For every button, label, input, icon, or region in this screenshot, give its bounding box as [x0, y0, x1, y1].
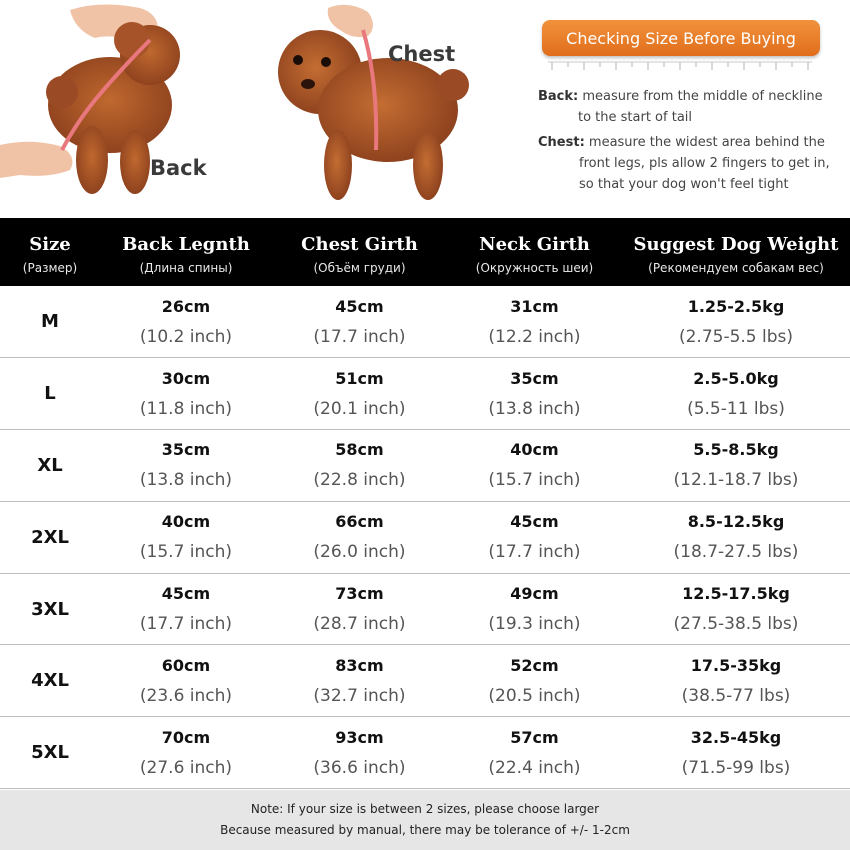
size-cell: 4XL: [31, 670, 69, 692]
weight-lbs: (12.1-18.7 lbs): [673, 470, 799, 491]
size-cell: XL: [37, 454, 63, 476]
note-line-2: Because measured by manual, there may be tolerance of +/- 1-2cm: [220, 823, 630, 837]
weight-kg: 2.5-5.0kg: [693, 368, 779, 388]
back-cell: [100, 501, 272, 573]
neck-cm: 49cm: [510, 584, 559, 604]
chest-cm: 51cm: [335, 368, 384, 388]
weight-cell: [622, 501, 850, 573]
back-inch: (10.2 inch): [139, 326, 233, 347]
chest-cm: 73cm: [335, 584, 384, 604]
back-cm: 70cm: [161, 727, 211, 747]
neck-cm: 31cm: [510, 296, 559, 316]
chest-cell: [272, 645, 447, 717]
size-cell: 2XL: [31, 526, 69, 548]
table-row: [0, 645, 850, 717]
note-line-1: Note: If your size is between 2 sizes, please choose larger: [250, 802, 600, 816]
neck-cell: [447, 501, 622, 573]
chest-cm: 83cm: [335, 655, 384, 675]
weight-kg: 17.5-35kg: [690, 655, 782, 675]
footer-note: [0, 790, 850, 850]
back-cell: [100, 573, 272, 645]
measurement-guide: [0, 0, 850, 218]
neck-cell: [447, 573, 622, 645]
weight-cell: [622, 358, 850, 430]
size-cell: M: [41, 311, 59, 333]
neck-cell: [447, 645, 622, 717]
header-back-en: Back Legnth: [122, 234, 250, 255]
header-chest-girth: [272, 218, 447, 286]
size-cell: 3XL: [31, 598, 69, 620]
neck-cell: [447, 358, 622, 430]
neck-cell: [447, 286, 622, 358]
chest-measure-instructions: [538, 132, 838, 195]
ruler-icon: [548, 60, 812, 72]
back-term: Back:: [538, 89, 579, 104]
chest-cm: 58cm: [335, 440, 384, 460]
header-size: [0, 218, 100, 286]
neck-cm: 35cm: [510, 368, 559, 388]
header-neck-en: Neck Girth: [479, 234, 590, 255]
neck-inch: (15.7 inch): [488, 470, 581, 491]
back-desc-2: to the start of tail: [578, 110, 693, 125]
header-back-ru: (Длина спины): [139, 261, 233, 275]
chest-inch: (20.1 inch): [313, 398, 406, 419]
chest-cm: 93cm: [335, 727, 384, 747]
back-inch: (15.7 inch): [139, 542, 233, 563]
neck-cm: 45cm: [510, 512, 559, 532]
chest-cm: 66cm: [335, 512, 384, 532]
table-row: [0, 501, 850, 573]
back-cell: [100, 430, 272, 502]
back-measure-instructions: [538, 86, 838, 128]
chest-inch: (22.8 inch): [313, 470, 406, 491]
chest-cell: [272, 717, 447, 789]
chest-inch: (17.7 inch): [313, 326, 406, 347]
header-neck-girth: [447, 218, 622, 286]
dog-measure-back-photo: [0, 0, 250, 210]
table-body: [0, 286, 850, 789]
header-chest-en: Chest Girth: [301, 234, 418, 255]
weight-lbs: (38.5-77 lbs): [681, 685, 791, 706]
back-inch: (13.8 inch): [139, 470, 233, 491]
back-cm: 45cm: [161, 584, 211, 604]
back-cell: [100, 286, 272, 358]
back-inch: (17.7 inch): [139, 614, 233, 635]
weight-lbs: (27.5-38.5 lbs): [673, 614, 799, 635]
table-row: [0, 573, 850, 645]
size-chart-table: [0, 218, 850, 789]
chest-desc-3: so that your dog won't feel tight: [579, 177, 789, 192]
chest-cell: [272, 358, 447, 430]
size-cell: L: [44, 383, 56, 405]
table-header: [0, 218, 850, 286]
header-weight-en: Suggest Dog Weight: [633, 234, 839, 255]
chest-label: Chest: [388, 42, 456, 66]
weight-cell: [622, 645, 850, 717]
header-size-ru: (Размер): [22, 261, 78, 275]
table-row: [0, 430, 850, 502]
neck-inch: (13.8 inch): [488, 398, 581, 419]
header-chest-ru: (Объём груди): [313, 261, 406, 275]
chest-inch: (36.6 inch): [313, 757, 406, 778]
back-inch: (23.6 inch): [139, 685, 233, 706]
back-inch: (27.6 inch): [139, 757, 233, 778]
neck-inch: (17.7 inch): [488, 542, 581, 563]
weight-lbs: (18.7-27.5 lbs): [673, 542, 799, 563]
chest-cm: 45cm: [335, 296, 384, 316]
back-cm: 35cm: [161, 440, 211, 460]
weight-cell: [622, 717, 850, 789]
back-cell: [100, 358, 272, 430]
back-desc-1: measure from the middle of neckline: [582, 89, 823, 104]
header-dog-weight: [622, 218, 850, 286]
back-cm: 60cm: [161, 655, 211, 675]
weight-kg: 5.5-8.5kg: [693, 440, 779, 460]
chest-inch: (28.7 inch): [313, 614, 406, 635]
weight-cell: [622, 430, 850, 502]
chest-inch: (32.7 inch): [313, 685, 406, 706]
chest-term: Chest:: [538, 135, 585, 150]
back-cm: 26cm: [161, 296, 211, 316]
weight-lbs: (2.75-5.5 lbs): [678, 326, 794, 347]
checking-size-banner: Checking Size Before Buying: [542, 20, 820, 56]
back-label: Back: [150, 156, 207, 180]
neck-inch: (12.2 inch): [488, 326, 581, 347]
neck-cell: [447, 717, 622, 789]
table-row: [0, 717, 850, 789]
table-row: [0, 358, 850, 430]
back-cm: 40cm: [161, 512, 211, 532]
weight-lbs: (5.5-11 lbs): [687, 398, 785, 419]
neck-inch: (20.5 inch): [488, 685, 581, 706]
header-weight-ru: (Рекомендуем собакам вес): [648, 261, 824, 275]
dog-measure-chest-photo: [268, 0, 488, 210]
header-neck-ru: (Окружность шеи): [475, 261, 594, 275]
neck-inch: (19.3 inch): [488, 614, 581, 635]
chest-desc-1: measure the widest area behind the: [588, 135, 825, 150]
size-cell: 5XL: [31, 742, 69, 764]
weight-cell: [622, 573, 850, 645]
back-cm: 30cm: [161, 368, 211, 388]
neck-cm: 57cm: [510, 727, 559, 747]
neck-inch: (22.4 inch): [488, 757, 581, 778]
chest-cell: [272, 286, 447, 358]
chest-inch: (26.0 inch): [313, 542, 406, 563]
header-size-en: Size: [29, 234, 71, 255]
neck-cell: [447, 430, 622, 502]
back-inch: (11.8 inch): [139, 398, 233, 419]
chest-desc-2: front legs, pls allow 2 fingers to get in,: [579, 156, 830, 171]
weight-cell: [622, 286, 850, 358]
header-row: [0, 218, 850, 286]
table-row: [0, 286, 850, 358]
back-cell: [100, 717, 272, 789]
back-cell: [100, 645, 272, 717]
chest-cell: [272, 501, 447, 573]
weight-kg: 32.5-45kg: [690, 727, 782, 747]
chest-cell: [272, 430, 447, 502]
weight-kg: 12.5-17.5kg: [682, 584, 790, 604]
header-back-length: [100, 218, 272, 286]
neck-cm: 52cm: [510, 655, 559, 675]
neck-cm: 40cm: [510, 440, 559, 460]
weight-lbs: (71.5-99 lbs): [681, 757, 791, 778]
chest-cell: [272, 573, 447, 645]
weight-kg: 1.25-2.5kg: [687, 296, 785, 316]
weight-kg: 8.5-12.5kg: [687, 512, 785, 532]
